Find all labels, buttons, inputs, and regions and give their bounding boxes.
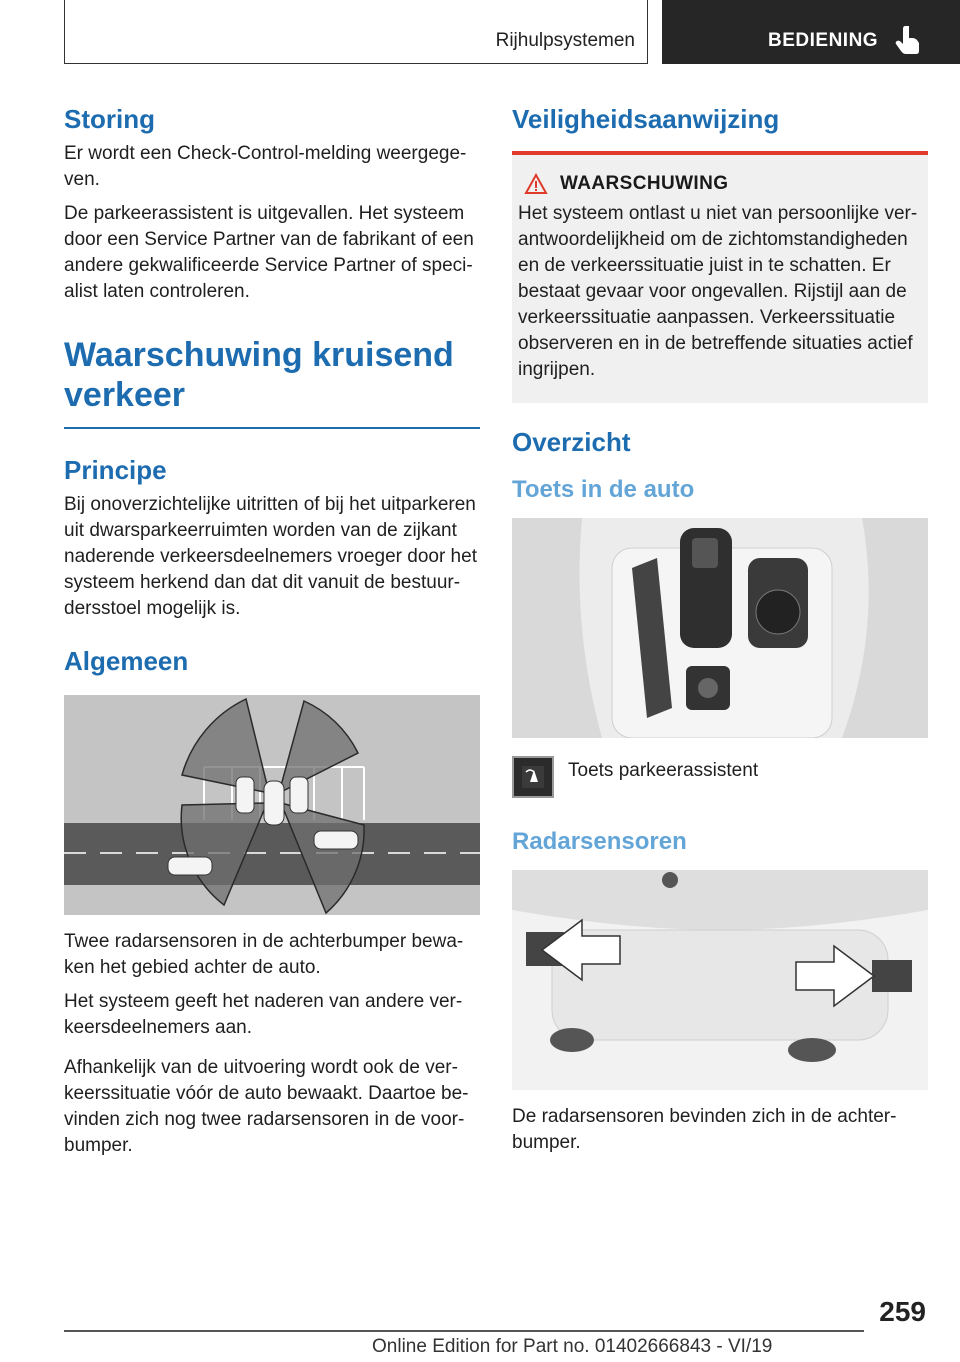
- principe-paragraph: Bij onoverzichtelijke uitritten of bij het uitparkeren uit dwarsparkeerruimten worden van de zijkant naderende verkeersdeelnemers vroeger door het systeem herkend dan dat dit vanuit de bestuur-dersstoel mogelijk is.: [64, 494, 477, 619]
- principe-heading: Principe: [64, 455, 167, 485]
- pointing-hand-icon: [894, 24, 922, 54]
- storing-paragraph-1: Er wordt een Check-Control-melding weergege-ven.: [64, 143, 467, 190]
- footer-divider: [64, 1330, 864, 1332]
- warning-text: Het systeem ontlast u niet van persoonlijke ver-antwoordelijkheid om de zichtomstandigheden en de verkeerssituatie juist in te schatten. Er bestaat gevaar voor ongevallen. Rijstijl aan de verkeerssituatie aanpassen. Verkeerssituatie observeren en in de betreffende situaties actief ingrijpen.: [518, 203, 918, 380]
- header-section-title: Rijhulpsystemen: [495, 30, 635, 51]
- radar-subheading: Radarsensoren: [512, 828, 687, 855]
- radar-paragraph: De radarsensoren bevinden zich in de achter-bumper.: [512, 1106, 897, 1153]
- footer-edition: Online Edition for Part no. 01402666843 - VI/19: [372, 1336, 773, 1357]
- header-chapter-label: BEDIENING: [768, 30, 879, 51]
- right-column: [512, 100, 928, 1156]
- page-title: Waarschuwing kruisend verkeer: [64, 336, 454, 414]
- overzicht-heading: Overzicht: [512, 427, 631, 457]
- header-chapter-tab: [662, 0, 960, 64]
- storing-heading: Storing: [64, 104, 155, 134]
- safety-heading: Veiligheidsaanwijzing: [512, 104, 780, 134]
- park-assist-button-icon: [512, 756, 554, 798]
- header-section-box: [64, 0, 648, 64]
- algemeen-paragraph-2: Het systeem geeft het naderen van andere ver-keersdeelnemers aan.: [64, 991, 463, 1038]
- storing-paragraph-2: De parkeerassistent is uitgevallen. Het systeem door een Service Partner van de fabrikant of een andere gekwalificeerde Service Partner of speci-alist laten controleren.: [64, 203, 474, 302]
- page-number: 259: [879, 1296, 926, 1327]
- warning-title-row: [524, 173, 922, 195]
- warning-triangle-icon: [524, 173, 548, 195]
- toets-subheading: Toets in de auto: [512, 476, 695, 503]
- algemeen-paragraph-3: Afhankelijk van de uitvoering wordt ook de ver-keerssituatie vóór de auto bewaakt. Daartoe be-vinden zich nog twee radarsensoren in de voor-bumper.: [64, 1057, 469, 1156]
- park-assist-button-row: [512, 756, 928, 798]
- algemeen-paragraph-1: Twee radarsensoren in de achterbumper bewa-ken het gebied achter de auto.: [64, 931, 464, 978]
- left-column: [64, 100, 480, 1159]
- warning-title: WAARSCHUWING: [560, 173, 729, 194]
- park-assist-button-label: Toets parkeerassistent: [568, 760, 759, 781]
- rear-bumper-photo: [512, 870, 928, 1090]
- algemeen-heading: Algemeen: [64, 646, 189, 676]
- cross-traffic-diagram: [64, 695, 480, 915]
- warning-box: [512, 151, 928, 403]
- center-console-photo: [512, 518, 928, 738]
- title-divider: [64, 427, 480, 429]
